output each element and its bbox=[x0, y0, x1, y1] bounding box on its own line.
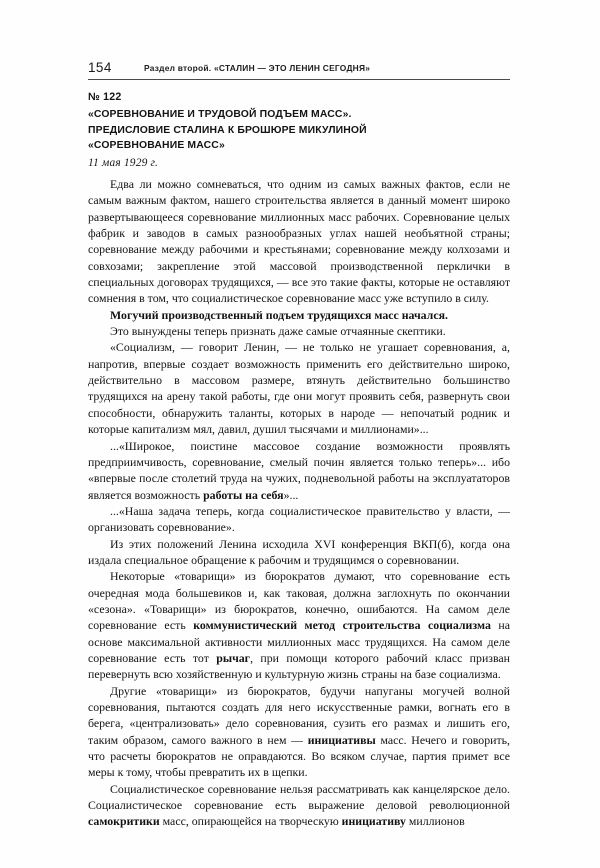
document-date: 11 мая 1929 г. bbox=[88, 157, 159, 169]
body-text-run: »... bbox=[283, 487, 299, 502]
emphasis-text: самокритики bbox=[88, 814, 160, 829]
header-divider bbox=[88, 79, 510, 80]
document-title-line-2: ПРЕДИСЛОВИЕ СТАЛИНА К БРОШЮРЕ МИКУЛИНОЙ bbox=[88, 124, 367, 136]
body-text-run: Некоторые «товарищи» из бюрократов думают, что соревнование есть очередная мода большевиков и, как таковая, должна заглохнуть по окончании «сезона». «Товарищи» из бюрократов, конечно, ошибаются. На самом деле соревнование есть bbox=[88, 569, 510, 633]
body-paragraph bbox=[88, 339, 510, 437]
emphasis-text: Могучий производственный подъем трудящихся масс начался. bbox=[110, 307, 448, 322]
body-paragraph bbox=[88, 176, 510, 307]
body-paragraph bbox=[88, 536, 510, 569]
document-title-line-3: «СОРЕВНОВАНИЕ МАСС» bbox=[88, 140, 225, 151]
emphasis-text: инициативы bbox=[307, 732, 376, 747]
body-paragraph bbox=[88, 503, 510, 536]
running-head bbox=[88, 60, 510, 76]
body-paragraph bbox=[88, 307, 510, 323]
body-text-run: Другие «товарищи» из бюрократов, будучи напуганы могучей волной соревнования, пытаются создать для него искусственные рамки, вогнать его в берега, «централизовать» дело соревнования, сузить его размах и лишить его, таким образом, самого важного в нем — bbox=[88, 683, 510, 747]
document-heading bbox=[88, 90, 518, 154]
body-text-run: Едва ли можно сомневаться, что одним из самых важных фактов, если не самым важным фактом, нашего строительства является в данный момент широко развертывающееся соревнование миллионных масс рабочих. Соревнование целых фабрик и заводов в самых разнообразных углах нашей необъятной страны; соревнование между рабочими и крестьянами; соревнование между колхозами и совхозами; закрепление этой массовой производственной перклички в специальных договорах трудящихся, — все это такие факты, которые не оставляют сомнения в том, что социалистическое соревнование масс уже вступило в силу. bbox=[88, 177, 510, 306]
document-number: № 122 bbox=[88, 91, 122, 103]
body-paragraph bbox=[88, 568, 510, 682]
body-text-run: Социалистическое соревнование нельзя рассматривать как канцелярское дело. Социалистическое соревнование есть выражение деловой революционной bbox=[88, 781, 510, 813]
body-text-run: на основе максимальной активности миллионных масс трудящихся. На самом деле соревнование есть тот bbox=[88, 618, 510, 665]
emphasis-text: инициативу bbox=[341, 814, 406, 829]
emphasis-text: работы на себя bbox=[203, 487, 284, 502]
body-text-run: ...«Наша задача теперь, когда социалистическое правительство у власти, — организовать соревнование». bbox=[88, 503, 510, 535]
page-number: 154 bbox=[88, 60, 112, 75]
body-text-run: «Социализм, — говорит Ленин, — не только не угашает соревнования, а, напротив, впервые создает возможность применить его действительно широко, действительно в массовом размере, втянуть действительно большинство трудящихся на арену такой работы, где они могут проявить себя, развернуть свои способности, обнаружить таланты, которых в народе — непочатый родник и которые капитализм мял, давил, душил тысячами и миллионами»... bbox=[88, 340, 510, 437]
body-text-run: масс. Нечего и говорить, что расчеты бюрократов не оправдаются. Во всяком случае, партия примет все меры к тому, чтобы превратить их в щепки. bbox=[88, 732, 510, 780]
body-paragraph bbox=[88, 683, 510, 781]
body-paragraph bbox=[88, 438, 510, 503]
running-head-title: Раздел второй. «СТАЛИН — ЭТО ЛЕНИН СЕГОДНЯ» bbox=[144, 63, 371, 73]
body-text-run: Это вынуждены теперь признать даже самые отчаянные скептики. bbox=[110, 324, 446, 339]
emphasis-text: рычаг bbox=[216, 650, 251, 665]
emphasis-text: коммунистический метод строительства социализма bbox=[193, 618, 491, 633]
document-body bbox=[88, 176, 510, 830]
body-text-run: миллионов bbox=[405, 814, 465, 829]
body-text-run: ...«Широкое, поистине массовое создание возможности проявлять предприимчивость, соревнование, смелый почин является только теперь»... ибо «впервые после столетий труда на чужих, подневольной работы на эксплуататоров является возможность bbox=[88, 438, 510, 502]
body-paragraph bbox=[88, 781, 510, 830]
body-text-run: масс, опирающейся на творческую bbox=[159, 814, 342, 829]
body-text-run: , при помощи которого рабочий класс призван перевернуть всю хозяйственную и культурную жизнь страны на базе социализма. bbox=[88, 650, 510, 682]
document-title-line-1: «СОРЕВНОВАНИЕ И ТРУДОВОЙ ПОДЪЕМ МАСС». bbox=[88, 109, 352, 120]
body-text-run: Из этих положений Ленина исходила XVI конференция ВКП(б), когда она издала специальное обращение к рабочим и трудящимся о соревновании. bbox=[88, 536, 510, 567]
body-paragraph bbox=[88, 323, 510, 339]
